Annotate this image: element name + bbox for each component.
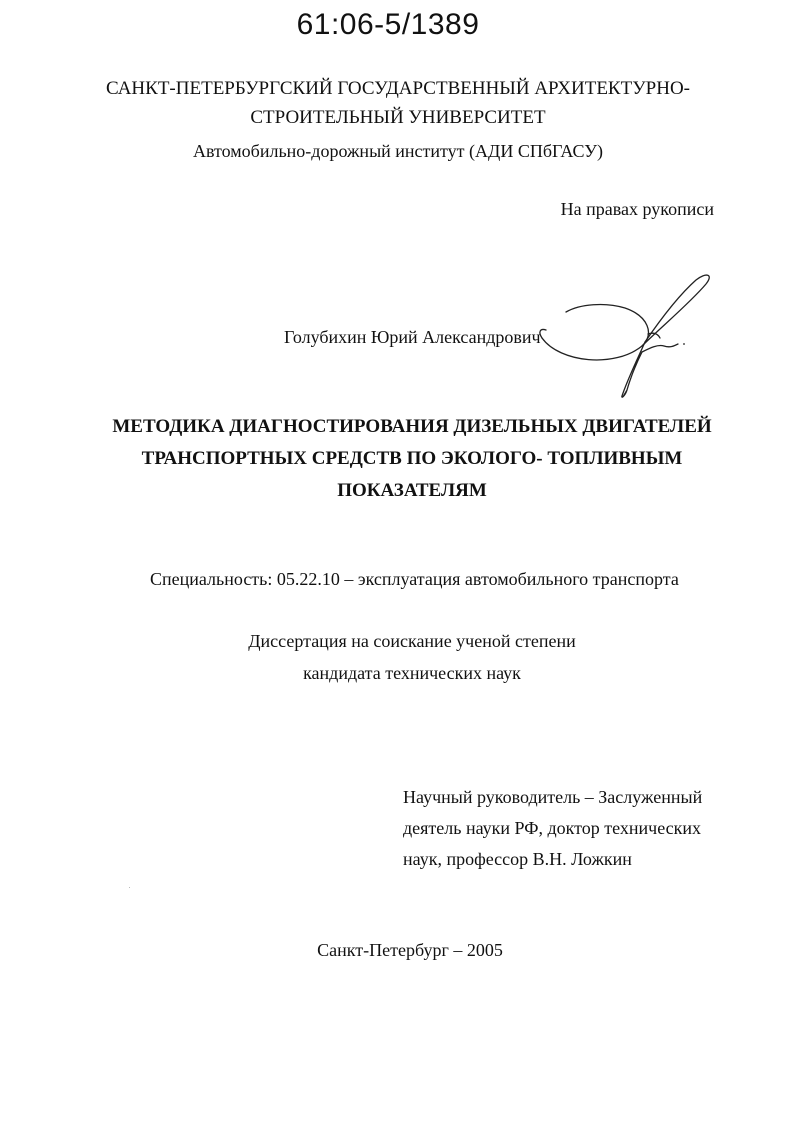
manuscript-rights-note: На правах рукописи — [560, 199, 714, 219]
supervisor-line-2: деятель науки РФ, доктор технических — [403, 818, 702, 838]
dissertation-title-line-1: МЕТОДИКА ДИАГНОСТИРОВАНИЯ ДИЗЕЛЬНЫХ ДВИГАТЕЛЕЙ — [112, 416, 712, 437]
degree-line-2: кандидата технических наук — [303, 663, 521, 683]
institution-name-line-2: СТРОИТЕЛЬНЫЙ УНИВЕРСИТЕТ — [250, 107, 546, 128]
supervisor-line-3: наук, профессор В.Н. Ложкин — [403, 849, 632, 869]
catalog-code-text: 61:06-5/1389 — [296, 8, 480, 41]
institution-name-line-1: САНКТ-ПЕТЕРБУРГСКИЙ ГОСУДАРСТВЕННЫЙ АРХИТЕКТУРНО- — [105, 78, 691, 99]
supervisor-line-1: Научный руководитель – Заслуженный — [403, 787, 703, 807]
city-year-text: Санкт-Петербург – 2005 — [317, 940, 503, 960]
dissertation-title-line-3: ПОКАЗАТЕЛЯМ — [337, 480, 487, 501]
catalog-code — [0, 8, 796, 42]
city-year — [0, 940, 796, 961]
handwritten-signature-icon — [530, 268, 720, 403]
degree-line-1: Диссертация на соискание ученой степени — [248, 631, 576, 651]
institute-subtitle: Автомобильно-дорожный институт (АДИ СПбГАСУ) — [192, 141, 604, 161]
speciality-line: Специальность: 05.22.10 – эксплуатация автомобильного транспорта — [150, 569, 679, 589]
dissertation-title-line-2: ТРАНСПОРТНЫХ СРЕДСТВ ПО ЭКОЛОГО- ТОПЛИВНЫМ — [141, 448, 683, 469]
scan-speck — [129, 887, 130, 888]
author-name: Голубихин Юрий Александрович — [284, 327, 541, 347]
